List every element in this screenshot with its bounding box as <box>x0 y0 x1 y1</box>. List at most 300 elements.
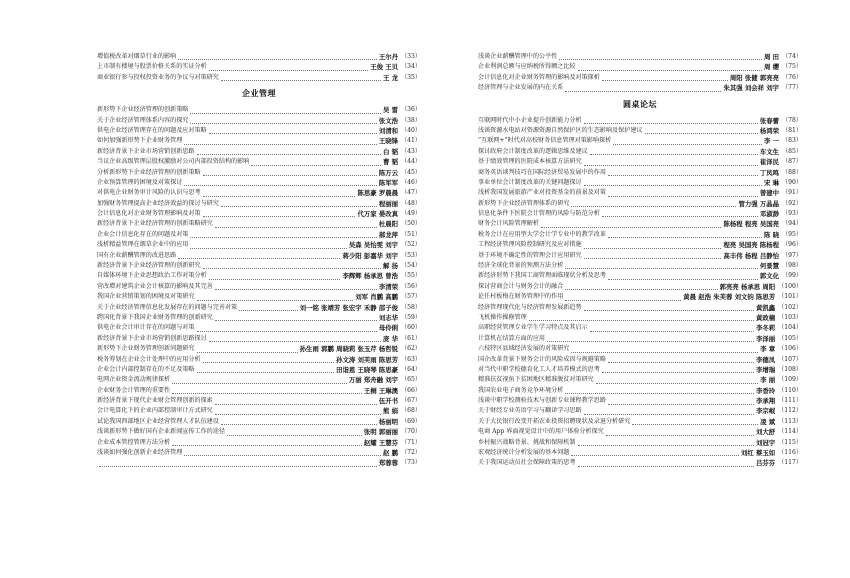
toc-entry-page: （117） <box>778 459 802 467</box>
toc-entry-page: （106） <box>778 345 802 353</box>
toc-entry-page: （81） <box>782 126 802 134</box>
dot-leader <box>197 372 335 373</box>
toc-entry-authors: 张春蕾 <box>759 116 780 125</box>
toc-entry-authors: 程亮 吴国亮 陈杨程 <box>723 241 780 250</box>
toc-entry-authors: 王 龙 <box>383 73 399 82</box>
dot-leader <box>578 445 755 446</box>
toc-entry-title: 经济全球化背景的预测方法分析 <box>478 262 564 270</box>
toc-entry-title: 事业单位会计制度改革的关键问题探讨 <box>478 178 582 186</box>
toc-entry[interactable] <box>97 438 421 448</box>
dot-leader <box>215 227 377 228</box>
toc-entry[interactable] <box>97 365 421 375</box>
right-column <box>478 52 802 469</box>
toc-entry-title: 信息化条件下医院会计管理的风险与防范分析 <box>478 210 600 218</box>
toc-entry[interactable] <box>97 292 421 302</box>
dot-leader <box>190 237 376 238</box>
toc-entry-authors: 李增瑞 <box>756 365 776 374</box>
toc-entry[interactable] <box>97 313 421 323</box>
toc-entry-title: 税务筹划在企业会计处理中的应用分析 <box>97 355 201 363</box>
toc-entry-authors: 吕芬芬 <box>756 459 776 468</box>
toc-entry-page: （48） <box>401 199 421 207</box>
dot-leader <box>608 237 762 238</box>
toc-entry-page: （63） <box>401 355 421 363</box>
toc-entry-title: 乡村振兴战略背景、挑战和保障机制 <box>478 438 576 446</box>
toc-entry-page: （43） <box>401 147 421 155</box>
toc-entry-title: 新经济背景下企业经济管理的创新策略研究 <box>97 220 213 228</box>
toc-entry[interactable] <box>478 417 802 427</box>
toc-entry-authors: 程丽丽 <box>378 199 399 208</box>
toc-entry[interactable] <box>478 136 802 146</box>
toc-entry[interactable] <box>97 188 421 198</box>
toc-entry[interactable] <box>97 147 421 157</box>
toc-entry-authors: 田诣恩 王晓琴 陈思豪 <box>336 365 399 374</box>
dot-leader <box>608 362 754 363</box>
toc-entry-title: 供电企业经济管理存在的问题及应对策略 <box>97 126 207 134</box>
toc-entry-page: （97） <box>782 251 802 259</box>
dot-leader <box>197 300 354 301</box>
toc-entry[interactable] <box>97 375 421 385</box>
toc-entry-title: 分析新形势下企业经济管理的创新策略 <box>97 168 201 176</box>
toc-entry[interactable] <box>97 417 421 427</box>
toc-entry-page: （112） <box>778 407 802 415</box>
toc-entry-page: （71） <box>401 438 421 446</box>
toc-entry-authors: 王桐 王琳澳 <box>363 386 399 395</box>
toc-entry-page: （96） <box>782 241 802 249</box>
toc-entry-authors: 孙生雨 郭鹏 周晓莉 张玉芹 杨哲锐 <box>299 345 399 354</box>
dot-leader <box>565 300 681 301</box>
toc-entry-page: （103） <box>778 313 802 321</box>
toc-entry[interactable] <box>97 396 421 406</box>
toc-entry-authors: 李泽丽 <box>756 334 776 343</box>
toc-entry-title: 关于企业经济管理体系内容的探究 <box>97 116 189 124</box>
toc-entry-page: （78） <box>782 116 802 124</box>
toc-entry[interactable] <box>478 396 802 406</box>
toc-entry-page: （59） <box>401 313 421 321</box>
toc-entry-title: 企业利润总额与应纳税所得额之比较 <box>478 63 576 71</box>
toc-entry-authors: 母伶俐 <box>378 324 399 333</box>
dot-leader <box>606 435 754 436</box>
dot-leader <box>584 258 722 259</box>
toc-entry[interactable] <box>478 261 802 271</box>
section-heading-roundtable-forum: 圆桌论坛 <box>623 99 657 109</box>
toc-entry-page: （111） <box>778 397 802 405</box>
toc-entry-title: 浅析我国发展旅游产业对投资基金的前景及对策 <box>478 189 606 197</box>
toc-entry-title: 我国农业电子商务竞争环境分析 <box>478 386 564 394</box>
toc-entry[interactable] <box>478 313 802 323</box>
toc-entry-title: 如何加强新形势下企业财务管理 <box>97 137 183 145</box>
toc-entry[interactable] <box>97 407 421 417</box>
dot-leader <box>197 352 298 353</box>
toc-entry-authors: 郑蓉蓉 <box>378 459 399 468</box>
toc-entry-authors: 宋 琳 <box>764 178 780 187</box>
dot-leader <box>172 445 362 446</box>
toc-entry-authors: 车文生 <box>759 147 780 156</box>
dot-leader <box>178 59 377 60</box>
toc-entry-authors: 王俊 王贝 <box>370 63 399 72</box>
toc-entry-authors: 杜晨阳 <box>378 220 399 229</box>
toc-entry-authors: 孙文涛 刘芙雨 陈思芳 <box>336 355 399 364</box>
toc-entry[interactable] <box>97 323 421 333</box>
toc-entry-title: 探讨营商会计与财务会计的融合 <box>478 282 564 290</box>
toc-entry-authors: 黄晨 赵浩 朱芙蓉 刘文钧 陈思芳 <box>683 293 776 302</box>
toc-entry-title: 财务会计风险管理解析 <box>478 220 539 228</box>
toc-entry[interactable] <box>97 105 421 115</box>
toc-entry[interactable] <box>478 303 802 313</box>
dot-leader <box>571 352 758 353</box>
dot-leader <box>172 393 362 394</box>
toc-entry[interactable] <box>478 271 802 281</box>
dot-leader <box>215 320 377 321</box>
dot-leader <box>571 455 739 456</box>
dot-leader <box>584 248 722 249</box>
toc-entry[interactable] <box>478 209 802 219</box>
dot-leader <box>632 424 758 425</box>
toc-entry[interactable] <box>97 261 421 271</box>
toc-entry[interactable] <box>478 219 802 229</box>
toc-entry[interactable] <box>478 292 802 302</box>
toc-entry-title: 自媒体环境下企业思想政治工作对策分析 <box>97 272 207 280</box>
toc-entry-title: 浅谈如何强化创新企业经济管理 <box>97 449 183 457</box>
toc-entry-title: 企业会计信息化存在的问题及对策 <box>97 230 189 238</box>
toc-entry-page: （38） <box>401 116 421 124</box>
toc-entry-page: （77） <box>782 84 802 92</box>
dot-leader <box>221 206 377 207</box>
toc-entry-authors: 李清荣 <box>378 282 399 291</box>
toc-entry-page: （87） <box>782 158 802 166</box>
toc-entry-title: 高职经营管理专业学生学习特点及其启示 <box>478 324 588 332</box>
toc-entry-authors: 曹 韬 <box>383 158 399 167</box>
toc-entry-page: （34） <box>401 63 421 71</box>
toc-entry[interactable] <box>478 386 802 396</box>
toc-entry-authors: 邓淑渺 <box>759 210 780 219</box>
toc-entry[interactable] <box>97 240 421 250</box>
toc-entry-authors: 李冬莉 <box>756 324 776 333</box>
toc-entry[interactable] <box>478 458 802 468</box>
toc-entry[interactable] <box>478 251 802 261</box>
toc-entry[interactable] <box>478 448 802 458</box>
toc-entry[interactable] <box>97 355 421 365</box>
toc-entry-page: （51） <box>401 230 421 238</box>
toc-entry-authors: 赵 鹏 <box>383 449 399 458</box>
dot-leader <box>178 258 340 259</box>
dot-leader <box>203 268 381 269</box>
toc-entry-page: （67） <box>401 397 421 405</box>
toc-entry-page: （47） <box>401 189 421 197</box>
toc-entry[interactable] <box>97 344 421 354</box>
toc-entry-title: 基于环境不确定性的管理会计应用研究 <box>478 251 582 259</box>
toc-entry[interactable] <box>478 168 802 178</box>
toc-entry-page: （109） <box>778 376 802 384</box>
toc-entry-authors: 郝龙萍 <box>378 230 399 239</box>
toc-entry-authors: 陈军军 <box>378 178 399 187</box>
toc-entry-page: （68） <box>401 407 421 415</box>
toc-entry[interactable] <box>97 230 421 240</box>
toc-entry-title: 我国企业营销策划的困境及对策研究 <box>97 293 195 301</box>
toc-entry-title: 电网企业资金流动规律探析 <box>97 376 171 384</box>
toc-entry[interactable] <box>97 282 421 292</box>
toc-entry-authors: 崔泽民 <box>759 158 780 167</box>
dot-leader <box>172 383 347 384</box>
dot-leader <box>565 289 717 290</box>
toc-entry-authors: 杨丽明 <box>378 417 399 426</box>
toc-entry-authors: 李德凤 <box>756 355 776 364</box>
toc-entry-title: 供电企业会计审计存在的问题与对策 <box>97 324 195 332</box>
toc-entry-page: （66） <box>401 386 421 394</box>
toc-entry[interactable] <box>478 188 802 198</box>
toc-entry-page: （74） <box>782 52 802 60</box>
toc-entry-title: 基于绩效管理的医院成本核算方法研究 <box>478 158 582 166</box>
toc-entry[interactable] <box>97 219 421 229</box>
toc-entry-title: 国企改革背景下财务会计的风险成因与规避策略 <box>478 355 606 363</box>
dot-leader <box>565 268 758 269</box>
toc-entry[interactable] <box>97 458 421 468</box>
toc-entry-authors: 刘一铭 张靖芳 张宏宇 禾静 邵子俊 <box>299 303 399 312</box>
toc-entry[interactable] <box>478 334 802 344</box>
toc-entry[interactable] <box>478 83 802 93</box>
toc-entry-title: 探讨政府会计制度改革的逻辑思维及建议 <box>478 147 588 155</box>
toc-entry[interactable] <box>97 126 421 136</box>
toc-entry-title: 新形势下企业经济管理体系的研究 <box>478 199 570 207</box>
dot-leader <box>559 59 762 60</box>
toc-entry-title: 经济管理现代化与经济管理发展新趋势 <box>478 303 582 311</box>
toc-entry-authors: 何景慧 <box>759 262 780 271</box>
toc-entry[interactable] <box>97 334 421 344</box>
toc-entry[interactable] <box>478 427 802 437</box>
toc-entry[interactable] <box>478 126 802 136</box>
toc-entry[interactable] <box>478 157 802 167</box>
toc-entry-page: （113） <box>778 417 802 425</box>
toc-entry-authors: 李 丽 <box>760 376 776 385</box>
toc-entry-authors: 刘志华 <box>378 313 399 322</box>
toc-entry-title: 新经济形势下我国工商管理面临现状分析及思考 <box>478 272 606 280</box>
toc-entry-authors: 李宗岷 <box>756 407 776 416</box>
toc-entry-authors: 张文浩 <box>378 116 399 125</box>
toc-entry-title: 企业财务会计管理的重要性 <box>97 386 171 394</box>
dot-leader <box>608 279 758 280</box>
toc-entry-page: （52） <box>401 241 421 249</box>
toc-entry-authors: 刘军 肖鹏 高鹏 <box>355 293 399 302</box>
toc-entry[interactable] <box>478 407 802 417</box>
toc-entry-page: （55） <box>401 272 421 280</box>
toc-entry-authors: 杨鸿荣 <box>759 126 780 135</box>
toc-entry-page: （98） <box>782 262 802 270</box>
toc-entry[interactable] <box>97 168 421 178</box>
toc-entry[interactable] <box>97 427 421 437</box>
dot-leader <box>227 435 362 436</box>
dot-leader <box>596 383 758 384</box>
toc-entry-title: 新经济背景下现代企业财会管理创新的探索 <box>97 397 213 405</box>
toc-entry-title: 企业成本管控管理方法分析 <box>97 438 171 446</box>
toc-entry-title: 论任村板梅在财务管理中的作用 <box>478 293 564 301</box>
toc-entry-page: （104） <box>778 324 802 332</box>
dot-leader <box>197 331 377 332</box>
toc-entry-authors: 刘大舒 <box>756 428 776 437</box>
toc-entry-page: （45） <box>401 168 421 176</box>
toc-entry-authors: 熊 娟 <box>383 407 399 416</box>
dot-leader <box>203 362 334 363</box>
toc-entry-title: 电商 App 界面视觉设计中的用户体验分析探究 <box>478 428 604 436</box>
toc-entry[interactable] <box>478 62 802 72</box>
toc-entry-title: 会计电算化下的企业内部控制审计方式研究 <box>97 407 213 415</box>
toc-entry-authors: 李辉辉 杨承思 曾浩 <box>342 272 399 281</box>
dot-leader <box>197 154 382 155</box>
dot-leader <box>584 414 754 415</box>
toc-entry-authors: 管力强 万晶晶 <box>738 199 780 208</box>
toc-entry[interactable] <box>478 52 802 62</box>
toc-entry-title: 互联网时代中小企业提升创新能力分析 <box>478 116 582 124</box>
toc-entry-page: （35） <box>401 73 421 81</box>
dot-leader <box>547 341 754 342</box>
toc-entry-page: （94） <box>782 220 802 228</box>
toc-entry-page: （88） <box>782 168 802 176</box>
toc-entry-page: （93） <box>782 210 802 218</box>
toc-entry-title: 当议企业高级管理层股权激励对公司内部投资结构的影响 <box>97 158 250 166</box>
toc-entry[interactable] <box>478 344 802 354</box>
toc-entry[interactable] <box>97 386 421 396</box>
toc-entry-authors: 凌 斌 <box>760 417 776 426</box>
toc-entry-authors: 刘冠宇 <box>756 438 776 447</box>
toc-entry-authors: 王尔丹 <box>378 52 399 61</box>
dot-leader <box>184 455 381 456</box>
dot-leader <box>613 144 762 145</box>
toc-entry[interactable] <box>97 136 421 146</box>
dot-leader <box>209 70 369 71</box>
toc-entry-page: （92） <box>782 199 802 207</box>
toc-entry[interactable] <box>478 375 802 385</box>
toc-entry[interactable] <box>478 73 802 83</box>
toc-entry-page: （102） <box>778 303 802 311</box>
dot-leader <box>584 165 758 166</box>
dot-leader <box>571 206 736 207</box>
toc-entry-page: （62） <box>401 345 421 353</box>
toc-entry[interactable] <box>97 116 421 126</box>
left-column <box>97 52 421 469</box>
dot-leader <box>645 133 758 134</box>
dot-leader <box>590 154 758 155</box>
toc-entry[interactable] <box>97 199 421 209</box>
toc-entry[interactable] <box>478 240 802 250</box>
toc-entry-page: （64） <box>401 365 421 373</box>
toc-entry-authors: 李 一 <box>764 137 780 146</box>
dot-leader <box>209 133 377 134</box>
toc-entry[interactable] <box>97 251 421 261</box>
toc-entry-authors: 郭文化 <box>759 272 780 281</box>
toc-entry-page: （46） <box>401 178 421 186</box>
toc-entry-page: （54） <box>401 262 421 270</box>
dot-leader <box>565 91 721 92</box>
toc-entry-page: （33） <box>401 52 421 60</box>
toc-entry-page: （76） <box>782 73 802 81</box>
toc-entry[interactable] <box>478 178 802 188</box>
toc-entry-title: 精准扶贫视角下贫困地区精准脱贫对策研究 <box>478 376 594 384</box>
toc-entry[interactable] <box>97 303 421 313</box>
toc-entry-title: 宏观经济统计分析发展的基本问题 <box>478 449 570 457</box>
toc-entry-title: 浅谈新形势下做好国有企业新闻宣传工作的途径 <box>97 428 225 436</box>
toc-entry-title: 跨国化背景下我国企业财务管理的创新研究 <box>97 313 213 321</box>
toc-entry-authors: 王晓锋 <box>378 137 399 146</box>
toc-entry[interactable] <box>478 282 802 292</box>
toc-entry-page: （115） <box>778 438 802 446</box>
dot-leader <box>184 144 377 145</box>
toc-entry[interactable] <box>97 52 421 62</box>
toc-entry-title: 企业会计内部控制存在的不足及策略 <box>97 365 195 373</box>
toc-entry[interactable] <box>97 448 421 458</box>
toc-entry[interactable] <box>97 157 421 167</box>
toc-entry-page: （95） <box>782 230 802 238</box>
toc-entry-authors: 白 韬 <box>383 147 399 156</box>
toc-entry[interactable] <box>478 365 802 375</box>
toc-entry-title: 关于财经专业英语学习与翻译学习思路 <box>478 407 582 415</box>
toc-entry[interactable] <box>478 230 802 240</box>
toc-entry-title: 试论我国西部地区企业经营管理人才队伍建设 <box>97 417 219 425</box>
toc-entry[interactable] <box>97 178 421 188</box>
toc-entry-authors: 丁凤鸣 <box>759 168 780 177</box>
toc-entry-authors: 陈万云 <box>378 168 399 177</box>
toc-entry-authors: 曾建中 <box>759 189 780 198</box>
toc-entry-authors: 李香玲 <box>756 386 776 395</box>
toc-entry-authors: 吴森 吴怡雯 刘宇 <box>348 241 399 250</box>
toc-entry-authors: 郭亮亮 杨承思 周阳 <box>719 282 776 291</box>
dot-leader <box>608 404 754 405</box>
toc-entry-authors: 黄政楠 <box>756 313 776 322</box>
toc-entry-page: （36） <box>401 106 421 114</box>
toc-entry-title: 新形势下企业经济管理的创新策略 <box>97 106 189 114</box>
toc-entry-page: （49） <box>401 210 421 218</box>
toc-entry-page: （100） <box>778 282 802 290</box>
toc-entry-authors: 刘红 蔡玉如 <box>740 449 776 458</box>
toc-entry[interactable] <box>478 438 802 448</box>
toc-entry-page: （56） <box>401 282 421 290</box>
dot-leader <box>221 424 377 425</box>
toc-entry[interactable] <box>97 62 421 72</box>
toc-entry-title: 上市制有楼境与股票价格关系的实证分析 <box>97 63 207 71</box>
toc-entry-authors: 张明 郭丽丽 <box>363 428 399 437</box>
dot-leader <box>529 320 754 321</box>
dot-leader <box>215 404 377 405</box>
toc-entry[interactable] <box>478 323 802 333</box>
toc-entry-title: 浅谈企业薪酬管理中的公平性 <box>478 52 558 60</box>
dot-leader <box>608 196 758 197</box>
dot-leader <box>215 414 381 415</box>
toc-entry-authors: 陈 晓 <box>764 230 780 239</box>
toc-entry-page: （73） <box>401 459 421 467</box>
toc-entry-authors: 陈杨程 程亮 吴国亮 <box>723 220 780 229</box>
toc-entry-page: （57） <box>401 293 421 301</box>
dot-leader <box>203 196 356 197</box>
toc-entry-page: （58） <box>401 303 421 311</box>
toc-entry[interactable] <box>478 199 802 209</box>
toc-entry-title: 六枝特区县域经济发展的对策研究 <box>478 345 570 353</box>
toc-entry-authors: 万丽 郑舟融 刘宇 <box>348 376 399 385</box>
toc-entry-authors: 朱其强 刘会祥 刘宇 <box>723 84 780 93</box>
toc-entry-authors: 李承翔 <box>756 397 776 406</box>
toc-entry-title: 飞机操作操修管理 <box>478 313 527 321</box>
toc-entry-page: （70） <box>401 428 421 436</box>
toc-entry[interactable] <box>478 116 802 126</box>
dot-leader <box>602 80 728 81</box>
toc-entry-page: （44） <box>401 158 421 166</box>
toc-entry[interactable] <box>97 271 421 281</box>
toc-entry-authors: 陈思豪 罗晨晨 <box>357 189 399 198</box>
toc-entry-authors: 代万家 晏改真 <box>357 210 399 219</box>
toc-entry[interactable] <box>478 147 802 157</box>
toc-entry-page: （60） <box>401 324 421 332</box>
toc-entry[interactable] <box>478 355 802 365</box>
toc-entry-page: （53） <box>401 251 421 259</box>
toc-entry[interactable] <box>97 209 421 219</box>
toc-entry[interactable] <box>97 73 421 83</box>
toc-entry-title: 新形势下企业财务管理创新问题研究 <box>97 345 195 353</box>
